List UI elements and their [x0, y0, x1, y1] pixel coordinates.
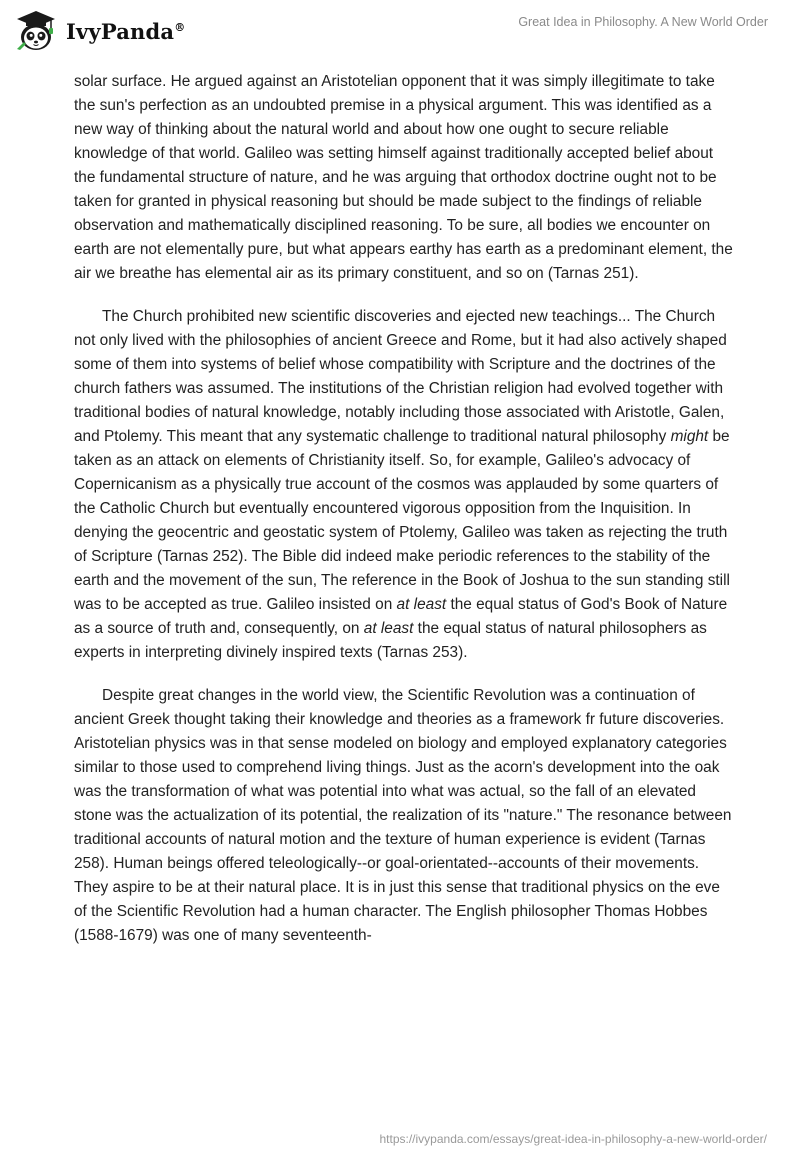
emphasis-text: at least	[363, 620, 414, 637]
paragraph	[74, 684, 734, 948]
panda-graduate-logo-icon	[14, 9, 58, 53]
paragraph-text: the equal status of God's Book of Nature as a source of truth and, consequently, on	[74, 596, 728, 637]
paragraph	[74, 70, 734, 286]
paragraph	[74, 305, 734, 665]
paragraph-text: the equal status of natural philosophers as experts in interpreting divinely inspired texts (Tarnas 253).	[74, 620, 707, 661]
brand-name: IvyPanda®	[66, 18, 186, 44]
document-title: Great Idea in Philosophy. A New World Order	[518, 15, 768, 29]
brand-logo[interactable]	[14, 9, 185, 53]
emphasis-text: at least	[396, 596, 447, 613]
registered-mark: ®	[174, 20, 186, 34]
source-url[interactable]: https://ivypanda.com/essays/great-idea-in-philosophy-a-new-world-order/	[379, 1132, 767, 1146]
paragraph-text: The Church prohibited new scientific discoveries and ejected new teachings... The Church not only lived with the philosophies of ancient Greece and Rome, but it had also actively shaped some of them into systems of belief whose compatibility with Scripture and the doctrines of the church fathers was assumed. The institutions of the Christian religion had evolved together with traditional bodies of natural knowledge, notably including those associated with Aristotle, Galen, and Ptolemy. This meant that any systematic challenge to traditional natural philosophy	[74, 308, 727, 445]
paragraph-text: be taken as an attack on elements of Christianity itself. So, for example, Galileo's advocacy of Copernicanism as a physically true account of the cosmos was applauded by some quarters of the Catholic Church but eventually encountered vigorous opposition from the Inquisition. In denying the geocentric and geostatic system of Ptolemy, Galileo was taken as rejecting the truth of Scripture (Tarnas 252). The Bible did indeed make periodic references to the stability of the earth and the movement of the sun, The reference in the Book of Joshua to the sun standing still was to be accepted as true. Galileo insisted on	[74, 428, 730, 613]
paragraph-text: solar surface. He argued against an Aristotelian opponent that it was simply illegitimate to take the sun's perfection as an undoubted premise in a physical argument. This was identified as a new way of thinking about the natural world and about how one ought to secure reliable knowledge of that world. Galileo was setting himself against traditionally accepted belief about the fundamental structure of nature, and he was arguing that orthodox doctrine ought not to be taken for granted in physical reasoning but should be made subject to the findings of reliable observation and mathematically disciplined reasoning. To be sure, all bodies we encounter on earth are not elementally pure, but what appears earthy has earth as a predominant element, the air we breathe has elemental air as its primary constituent, and so on (Tarnas 251).	[74, 73, 733, 282]
paragraph-text: Despite great changes in the world view, the Scientific Revolution was a continuation of ancient Greek thought taking their knowledge and theories as a framework fr future discoveries. Aristotelian physics was in that sense modeled on biology and employed explanatory categories similar to those used to comprehend living things. Just as the acorn's development into the oak was the transformation of what was potential into what was actual, so the fall of an elevated stone was the actualization of its potential, the realization of its "nature." The resonance between traditional accounts of natural motion and the texture of human experience is evident (Tarnas 258). Human beings offered teleologically--or goal-orientated--accounts of their movements. They aspire to be at their natural place. It is in just this sense that traditional physics on the eve of the Scientific Revolution had a human character. The English philosopher Thomas Hobbes (1588-1679) was one of many seventeenth-	[74, 687, 732, 944]
page-header	[0, 0, 800, 62]
emphasis-text: might	[670, 428, 709, 445]
essay-body	[74, 70, 734, 967]
